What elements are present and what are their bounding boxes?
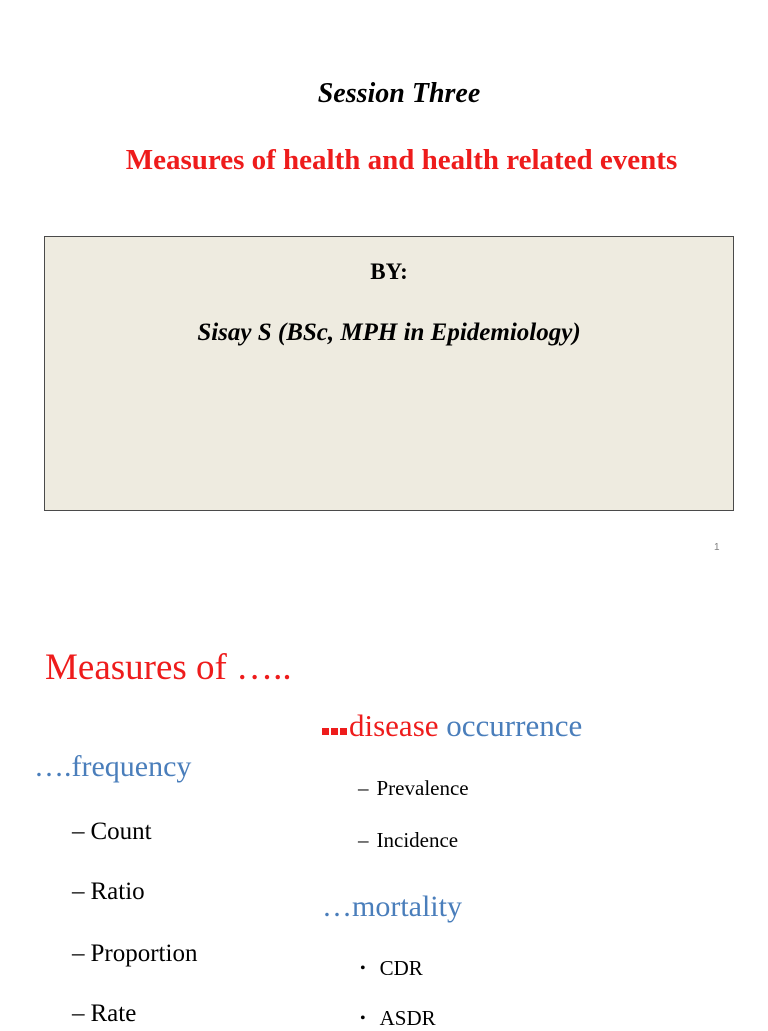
page-number: 1 bbox=[714, 542, 720, 553]
list-item: • ASDR bbox=[360, 1006, 436, 1030]
author-box bbox=[44, 236, 734, 511]
session-title: Session Three bbox=[317, 78, 481, 109]
square-bullet-icon bbox=[331, 728, 338, 735]
list-item: – Ratio bbox=[72, 878, 145, 905]
mortality-heading: …mortality bbox=[322, 890, 462, 923]
occurrence-heading: disease occurrence bbox=[322, 708, 582, 744]
list-item: • CDR bbox=[360, 956, 423, 980]
slide-subtitle: Measures of health and health related events bbox=[125, 144, 678, 176]
measures-slide bbox=[0, 580, 768, 1030]
list-item: – Proportion bbox=[72, 940, 198, 967]
slide-title: Measures of ….. bbox=[45, 647, 292, 688]
square-bullet-icon bbox=[340, 728, 347, 735]
list-item: – Incidence bbox=[358, 828, 459, 852]
square-bullet-icon bbox=[322, 728, 329, 735]
list-item: – Prevalence bbox=[358, 776, 469, 800]
list-item: – Rate bbox=[72, 1000, 137, 1027]
bullet-icon: • bbox=[360, 1010, 366, 1027]
frequency-heading: ….frequency bbox=[34, 750, 192, 783]
by-label: BY: bbox=[370, 259, 408, 284]
list-item: – Count bbox=[72, 818, 152, 845]
bullet-icon: • bbox=[360, 960, 366, 977]
author-name: Sisay S (BSc, MPH in Epidemiology) bbox=[197, 319, 581, 346]
